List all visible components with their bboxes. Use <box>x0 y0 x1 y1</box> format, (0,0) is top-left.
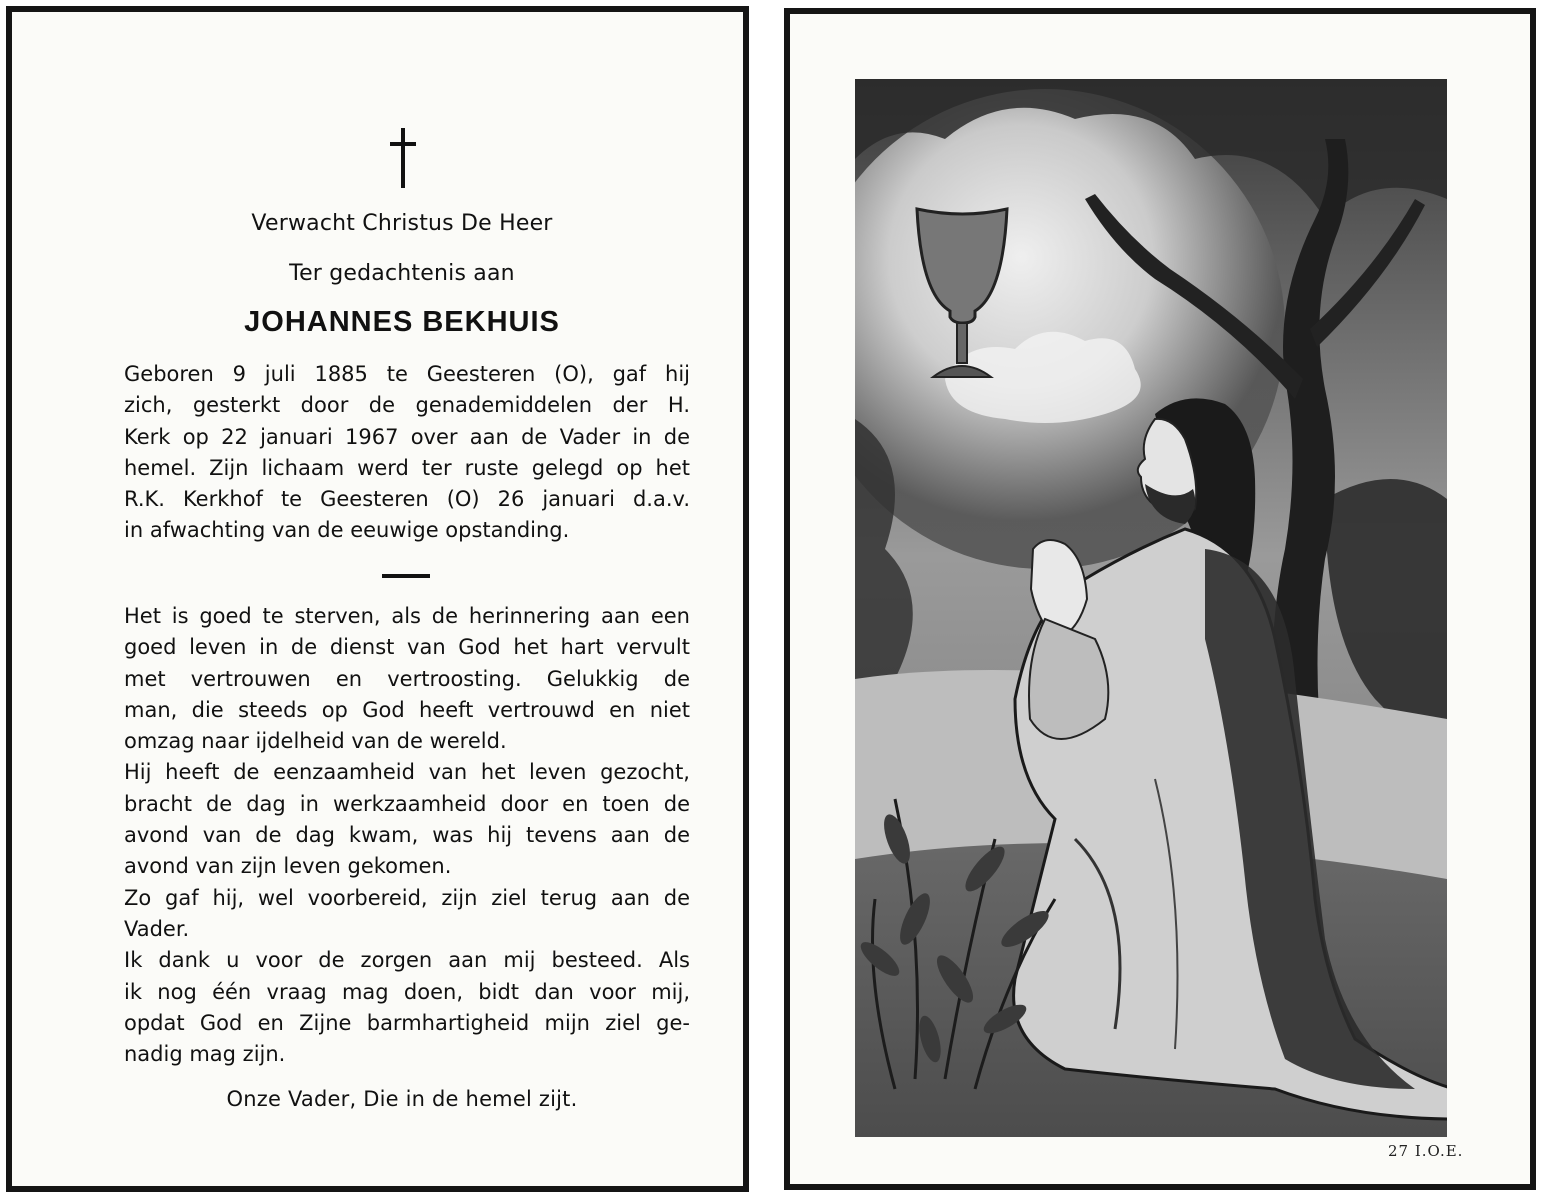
bio-line: in afwachting van de eeuwige opstanding. <box>124 518 570 543</box>
reflection-line: opdat God en Zijne barmhartigheid mijn ziel ge- <box>124 1010 690 1035</box>
bio-line: Kerk op 22 januari 1967 over aan de Vader in de <box>124 424 690 449</box>
print-code: 27 I.O.E. <box>1388 1142 1464 1160</box>
reflection-line: avond van zijn leven gekomen. <box>124 854 452 879</box>
bio-line: R.K. Kerkhof te Geesteren (O) 26 januari d.a.v. <box>124 487 690 512</box>
biography-paragraph <box>124 359 690 547</box>
memorial-card-image-page <box>784 8 1536 1190</box>
memorial-card-text-page <box>6 6 749 1192</box>
reflection-line: Ik dank u voor de zorgen aan mij besteed. Als <box>124 948 690 973</box>
deceased-name: JOHANNES BEKHUIS <box>244 306 560 338</box>
motto: Verwacht Christus De Heer <box>251 211 553 236</box>
reflection-line: ik nog één vraag mag doen, bidt dan voor mij, <box>124 979 690 1004</box>
christ-praying-illustration <box>855 79 1447 1137</box>
reflection-paragraph <box>124 601 690 1070</box>
reflection-line: avond van de dag kwam, was hij tevens aan de <box>124 823 690 848</box>
reflection-line: Het is goed te sterven, als de herinnering aan een <box>124 604 690 628</box>
reflection-line: bracht de dag in werkzaamheid door en toen de <box>124 791 690 816</box>
bio-line: Geboren 9 juli 1885 te Geesteren (O), gaf hij <box>124 362 690 386</box>
closing-prayer: Onze Vader, Die in de hemel zijt. <box>226 1087 578 1111</box>
intro-line: Ter gedachtenis aan <box>289 261 515 286</box>
reflection-line: omzag naar ijdelheid van de wereld. <box>124 729 507 754</box>
reflection-line: Zo gaf hij, wel voorbereid, zijn ziel terug aan de <box>124 885 690 910</box>
reflection-line: Vader. <box>124 916 190 941</box>
reflection-line: nadig mag zijn. <box>124 1042 286 1067</box>
reflection-line: man, die steeds op God heeft vertrouwd en niet <box>124 697 690 722</box>
reflection-line: goed leven in de dienst van God het hart vervult <box>124 635 690 660</box>
reflection-line: Hij heeft de eenzaamheid van het leven gezocht, <box>124 760 690 785</box>
reflection-line: met vertrouwen en vertroosting. Gelukkig de <box>124 666 690 691</box>
cross-icon <box>390 128 416 188</box>
bio-line: zich, gesterkt door de genademiddelen der H. <box>124 393 690 418</box>
section-divider <box>382 574 430 578</box>
bio-line: hemel. Zijn lichaam werd ter ruste gelegd op het <box>124 455 690 480</box>
